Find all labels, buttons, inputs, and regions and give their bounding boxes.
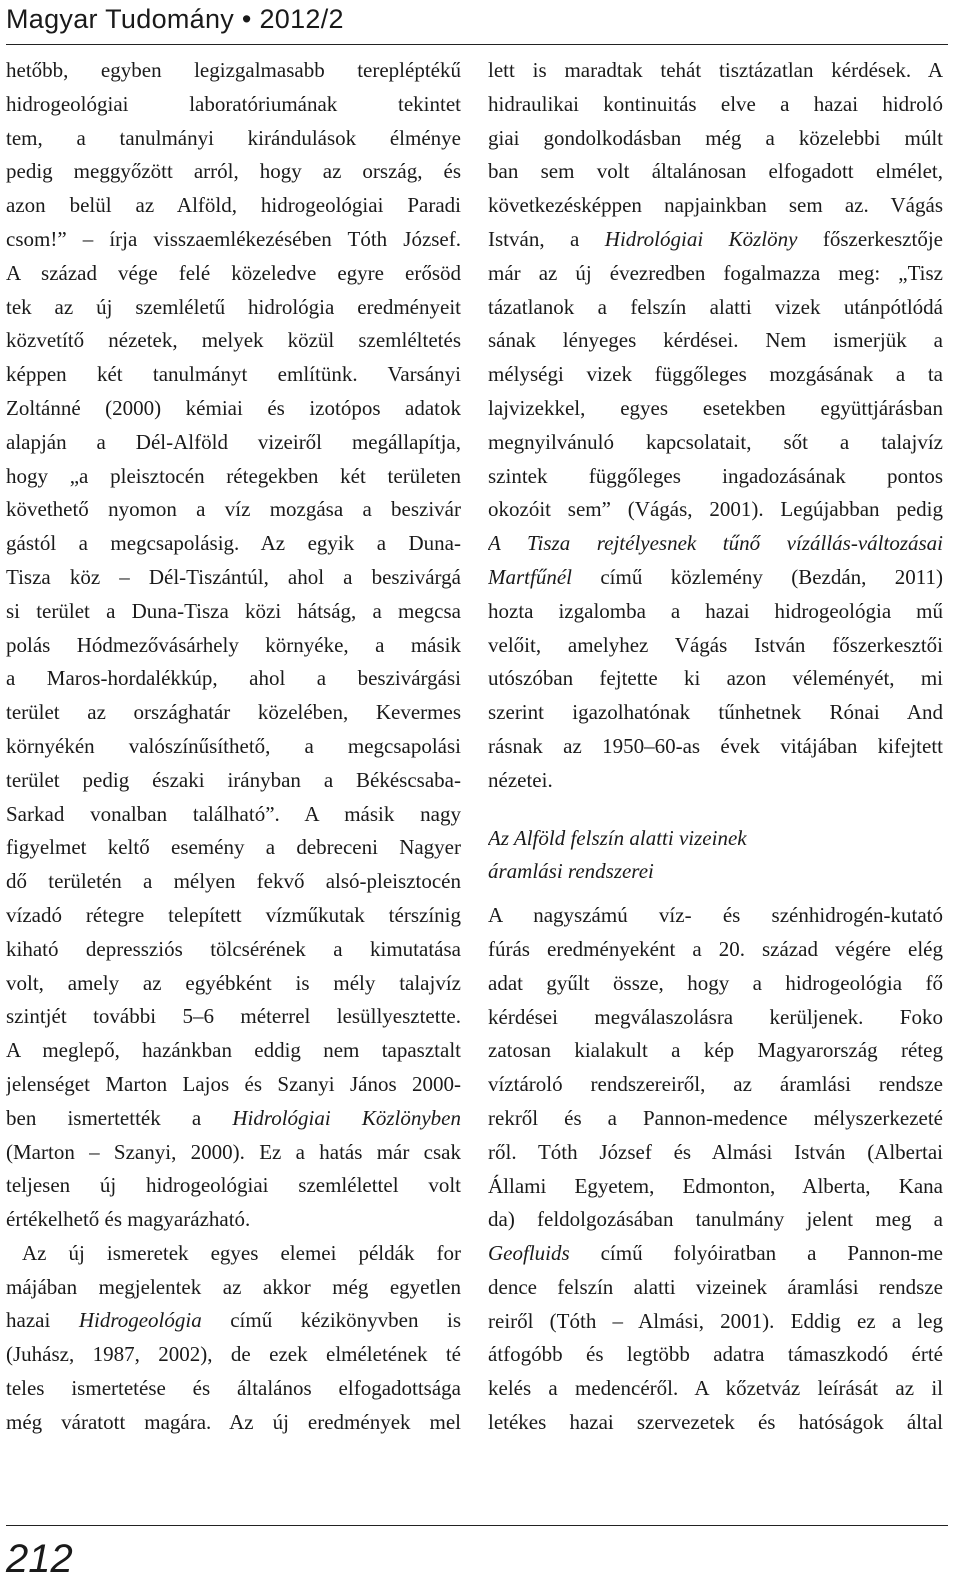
text-line: Állami Egyetem, Edmonton, Alberta, Kana: [488, 1173, 943, 1198]
text-line: képpen két tanulmányt említünk. Varsányi: [6, 362, 461, 387]
text-line: zatosan kialakult a kép Magyarország réteg: [488, 1038, 943, 1063]
text-line: A nagyszámú víz- és szénhidrogén-kutató: [488, 903, 943, 928]
text-line: tem, a tanulmányi kirándulások élménye: [6, 125, 461, 150]
text-line: még váratott magára. Az új eredmények mel: [6, 1409, 461, 1434]
text-line: Sarkad vonalban található”. A másik nagy: [6, 801, 461, 826]
text-line: rásnak az 1950–60-as évek vitájában kifejtett: [488, 733, 943, 758]
text-line: tázatlanok a felszín alatti vizek utánpótlódá: [488, 294, 943, 319]
text-line: volt, amely az egyébként is mély talajvíz: [6, 970, 461, 995]
text-line: okozóit sem” (Vágás, 2001). Legújabban pedig: [488, 497, 943, 522]
text-line: szintek függőleges ingadozásának pontos: [488, 463, 943, 488]
text-line: (Marton – Szanyi, 2000). Ez a hatás már csak: [6, 1139, 461, 1164]
text-line: teljesen új hidrogeológiai szemlélettel volt: [6, 1173, 461, 1198]
text-line: István, a Hidrológiai Közlöny főszerkesztője: [488, 226, 943, 251]
text-line: jelenséget Marton Lajos és Szanyi János 2000-: [6, 1071, 461, 1096]
text-line: hidraulikai kontinuitás elve a hazai hidroló: [488, 91, 943, 116]
article-title: A Tisza rejtélyesnek tűnő vízállás-változásai: [488, 531, 943, 556]
text-line: utószóban fejtette ki azon véleményét, mi: [488, 666, 943, 691]
text-line: ban sem volt általánosan elfogadott elmélet,: [488, 159, 943, 184]
text-line: májában megjelentek az akkor még egyetlen: [6, 1274, 461, 1299]
text-line: Geofluids című folyóiratban a Pannon-me: [488, 1241, 943, 1266]
text-line: giai gondolkodásban még a közelebbi múlt: [488, 125, 943, 150]
text-line: Zoltánné (2000) kémiai és izotópos adatok: [6, 395, 461, 420]
page-number: 212: [6, 1537, 73, 1581]
text-line: hidrogeológiai laboratóriumának tekintet: [6, 91, 461, 116]
text-line: A század vége felé közeledve egyre erősöd: [6, 260, 461, 285]
text-line: teles ismertetése és általános elfogadottsága: [6, 1376, 461, 1401]
text-line: azon belül az Alföld, hidrogeológiai Paradi: [6, 193, 461, 218]
text-line: da) feldolgozásában tanulmány jelent meg a: [488, 1207, 943, 1232]
text-line: terület pedig északi irányban a Békéscsaba-: [6, 767, 461, 792]
text-line: Tisza köz – Dél-Tiszántúl, ahol a beszivárgá: [6, 564, 461, 589]
text-line: vízadó rétegre telepített vízműkutak térszínig: [6, 902, 461, 927]
right-column: [488, 54, 943, 1440]
text-line: (Juhász, 1987, 2002), de ezek elméletének té: [6, 1342, 461, 1367]
section-subheading: Az Alföld felszín alatti vizeinek: [488, 825, 747, 850]
section-gap: [488, 798, 943, 822]
left-column: [6, 54, 461, 1440]
text-line: víztároló rendszereiről, az áramlási rendsze: [488, 1072, 943, 1097]
journal-title: Hidrológiai Közlöny: [604, 226, 798, 251]
journal-title: Geofluids: [488, 1241, 570, 1266]
header-rule: [6, 44, 948, 45]
text-line: dence felszín alatti vizeinek áramlási rendsze: [488, 1274, 943, 1299]
text-line: dő területén a mélyen fekvő alsó-pleisztocén: [6, 869, 461, 894]
text-line: hazai Hidrogeológia című kézikönyvben is: [6, 1308, 461, 1333]
text-line: követhető nyomon a víz mozgása a beszivár: [6, 497, 461, 522]
text-line: gástól a megcsapolásig. Az egyik a Duna-: [6, 531, 461, 556]
text-line: lajvizekkel, egyes esetekben együttjárásban: [488, 395, 943, 420]
text-line: Az új ismeretek egyes elemei példák for: [22, 1240, 461, 1265]
article-title: Martfűnél: [488, 564, 572, 589]
text-line: már az új évezredben fogalmazza meg: „Tisz: [488, 260, 943, 285]
text-line: tek az új szemléletű hidrológia eredményeit: [6, 294, 461, 319]
section-subheading: áramlási rendszerei: [488, 859, 654, 884]
text-line: következésképpen napjainkban sem az. Vágás: [488, 193, 943, 218]
text-line: környékén valószínűsíthető, a megcsapolási: [6, 733, 461, 758]
text-line: terület az országhatár közelében, Kevermes: [6, 700, 461, 725]
section-gap: [488, 889, 943, 899]
text-line: kelés a medencéről. A kőzetváz leírását az il: [488, 1376, 943, 1401]
text-line: letékes hazai szervezetek és hatóságok által: [488, 1410, 943, 1435]
journal-title: Hidrológiai Közlönyben: [232, 1105, 461, 1130]
text-line: kiható depressziós tölcsérének a kimutatása: [6, 936, 461, 961]
text-line: A meglepő, hazánkban eddig nem tapasztalt: [6, 1038, 461, 1063]
text-line: Martfűnél című közlemény (Bezdán, 2011): [488, 564, 943, 589]
text-line: sának lényeges kérdései. Nem ismerjük a: [488, 328, 943, 353]
text-line: reiről (Tóth – Almási, 2001). Eddig ez a leg: [488, 1308, 943, 1333]
text-line: polás Hódmezővásárhely környéke, a másik: [6, 632, 461, 657]
text-line: pedig meggyőzött arról, hogy az ország, és: [6, 159, 461, 184]
text-line: szerint igazolhatónak tűnhetnek Rónai And: [488, 700, 943, 725]
text-line: ről. Tóth József és Almási István (Albertai: [488, 1139, 943, 1164]
text-line: alapján a Dél-Alföld vizeiről megállapítja,: [6, 429, 461, 454]
text-line: hetőbb, egyben legizgalmasabb terepléptékű: [6, 58, 461, 82]
text-line: megnyilvánuló kapcsolatait, sőt a talajvíz: [488, 429, 943, 454]
text-line: velőit, amelyhez Vágás István főszerkesztői: [488, 632, 943, 657]
text-line: mélységi vizek függőleges mozgásának a ta: [488, 362, 943, 387]
footer-rule: [6, 1525, 948, 1526]
text-line: a Maros-hordalékkúp, ahol a beszivárgási: [6, 666, 461, 691]
text-line: csom!” – írja visszaemlékezésében Tóth József.: [6, 226, 461, 251]
text-line: rekről és a Pannon-medence mélyszerkezeté: [488, 1105, 943, 1130]
text-line: si terület a Duna-Tisza közi hátság, a megcsa: [6, 598, 461, 623]
text-line: nézetei.: [488, 767, 553, 792]
text-line: hozta izgalomba a hazai hidrogeológia mű: [488, 598, 943, 623]
text-line: közvetítő nézetek, melyek közül szemléltetés: [6, 328, 461, 353]
text-line: kérdései megválaszolásra kerüljenek. Foko: [488, 1004, 943, 1029]
text-line: fúrás eredményeként a 20. század végére elég: [488, 936, 943, 961]
text-line: [488, 527, 943, 561]
text-line: figyelmet keltő esemény a debreceni Nagyer: [6, 835, 461, 860]
text-line: hogy „a pleisztocén rétegekben két területen: [6, 463, 461, 488]
running-head: Magyar Tudomány • 2012/2: [6, 4, 344, 34]
text-line: szintjét további 5–6 méterrel lesüllyesztette.: [6, 1004, 461, 1029]
text-line: átfogóbb és legtöbb adatra támaszkodó érté: [488, 1342, 943, 1367]
book-title: Hidrogeológia: [78, 1308, 202, 1333]
text-line: adat gyűlt össze, hogy a hidrogeológia fő: [488, 970, 943, 995]
text-line: ben ismertették a Hidrológiai Közlönyben: [6, 1105, 461, 1130]
text-line: értékelhető és magyarázható.: [6, 1207, 251, 1232]
text-line: lett is maradtak tehát tisztázatlan kérdések. A: [488, 58, 943, 82]
